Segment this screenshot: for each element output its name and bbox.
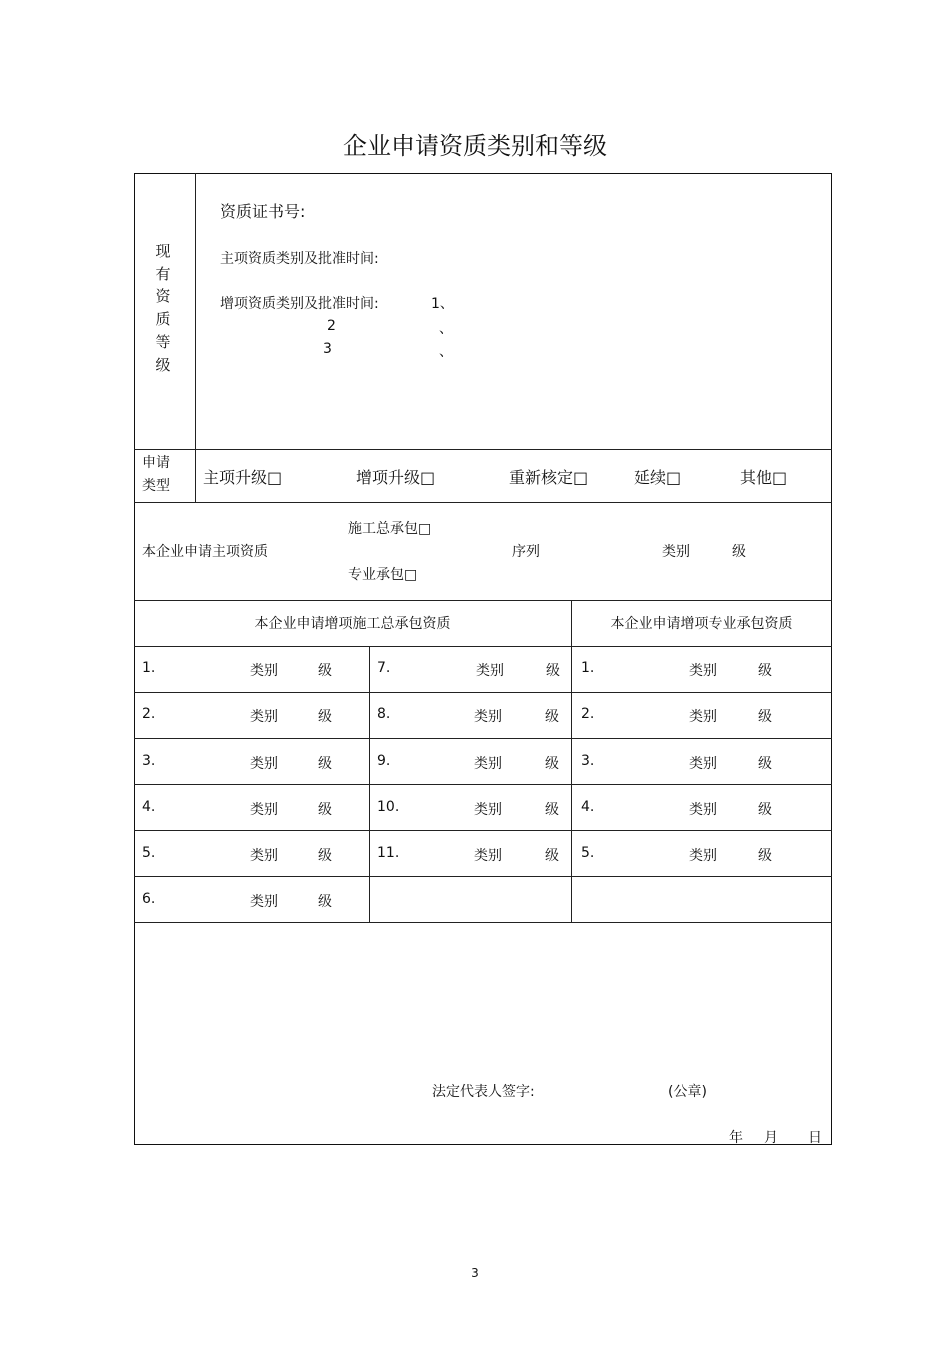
item-level: 级	[758, 663, 772, 679]
row-divider	[134, 646, 832, 647]
item-level: 级	[758, 756, 772, 772]
date-year: 年	[729, 1130, 743, 1146]
item-category: 类别	[250, 756, 278, 772]
item-category: 类别	[474, 802, 502, 818]
legal-rep-signature-label: 法定代表人签字:	[432, 1084, 535, 1100]
add-item-3-number: 3	[323, 341, 332, 357]
row-divider	[134, 738, 832, 739]
item-level: 级	[758, 802, 772, 818]
page-title: 企业申请资质类别和等级	[343, 132, 607, 160]
item-number: 5.	[581, 845, 595, 861]
item-category: 类别	[689, 663, 717, 679]
item-category: 类别	[689, 756, 717, 772]
item-level: 级	[545, 756, 559, 772]
main-qual-label: 本企业申请主项资质	[142, 544, 268, 560]
category-label: 类别	[662, 544, 690, 560]
item-number: 2.	[142, 706, 156, 722]
item-category: 类别	[250, 802, 278, 818]
item-number: 4.	[142, 799, 156, 815]
item-category: 类别	[689, 848, 717, 864]
row-divider	[134, 449, 832, 450]
header-general-contracting: 本企业申请增项施工总承包资质	[254, 616, 451, 632]
item-level: 级	[545, 848, 559, 864]
add-item-2-number: 2	[327, 318, 336, 334]
item-number: 1.	[142, 660, 156, 676]
side-char: 等	[155, 332, 171, 351]
level-label: 级	[732, 544, 746, 560]
item-level: 级	[758, 848, 772, 864]
item-level: 级	[546, 663, 560, 679]
option-other[interactable]: 其他□	[740, 468, 788, 487]
col-divider	[369, 646, 370, 922]
side-char: 有	[155, 264, 171, 283]
item-number: 3.	[581, 753, 595, 769]
item-level: 级	[318, 756, 332, 772]
date-month: 月	[764, 1130, 778, 1146]
col-divider	[195, 173, 196, 502]
item-level: 级	[545, 802, 559, 818]
item-level: 级	[318, 848, 332, 864]
side-char: 资	[155, 287, 171, 306]
item-number: 1.	[581, 660, 595, 676]
item-number: 11.	[377, 845, 400, 861]
option-specialty-contracting[interactable]: 专业承包□	[348, 567, 418, 583]
item-number: 9.	[377, 753, 391, 769]
add-item-3-mark: 、	[439, 344, 453, 360]
series-label: 序列	[512, 544, 540, 560]
row-divider	[134, 600, 832, 601]
col-divider	[571, 600, 572, 922]
table-border-left	[134, 173, 135, 1145]
header-specialty-contracting: 本企业申请增项专业承包资质	[610, 616, 793, 632]
add-item-1: 1、	[431, 296, 454, 312]
item-number: 6.	[142, 891, 156, 907]
item-category: 类别	[250, 894, 278, 910]
table-border-top	[134, 173, 832, 174]
item-number: 5.	[142, 845, 156, 861]
main-approval-label: 主项资质类别及批准时间:	[220, 251, 379, 267]
item-number: 7.	[377, 660, 391, 676]
current-qualification-side-label	[146, 240, 180, 376]
item-category: 类别	[474, 848, 502, 864]
item-number: 4.	[581, 799, 595, 815]
item-category: 类别	[689, 802, 717, 818]
add-approval-label: 增项资质类别及批准时间:	[220, 296, 379, 312]
option-reassess[interactable]: 重新核定□	[509, 468, 589, 487]
apply-type-label-line1: 申请	[142, 455, 170, 471]
row-divider	[134, 502, 832, 503]
item-category: 类别	[474, 756, 502, 772]
add-item-2-mark: 、	[439, 321, 453, 337]
official-seal-label: (公章)	[668, 1084, 707, 1100]
date-day: 日	[808, 1130, 822, 1146]
page-number: 3	[471, 1266, 479, 1280]
row-divider	[134, 922, 832, 923]
row-divider	[134, 784, 832, 785]
side-char: 现	[155, 242, 171, 260]
row-divider	[134, 876, 832, 877]
item-level: 级	[318, 894, 332, 910]
item-number: 2.	[581, 706, 595, 722]
item-category: 类别	[476, 663, 504, 679]
item-level: 级	[758, 709, 772, 725]
side-char: 级	[155, 355, 171, 374]
table-border-bottom	[134, 1144, 832, 1145]
item-number: 3.	[142, 753, 156, 769]
option-renew[interactable]: 延续□	[634, 468, 682, 487]
item-level: 级	[318, 802, 332, 818]
item-level: 级	[545, 709, 559, 725]
side-char: 质	[155, 310, 171, 329]
item-category: 类别	[474, 709, 502, 725]
option-add-upgrade[interactable]: 增项升级□	[356, 468, 436, 487]
row-divider	[134, 692, 832, 693]
item-number: 8.	[377, 706, 391, 722]
item-category: 类别	[250, 663, 278, 679]
item-level: 级	[318, 709, 332, 725]
item-category: 类别	[250, 848, 278, 864]
option-main-upgrade[interactable]: 主项升级□	[203, 468, 283, 487]
option-general-contracting[interactable]: 施工总承包□	[348, 521, 432, 537]
cert-no-label: 资质证书号:	[220, 202, 306, 221]
item-category: 类别	[689, 709, 717, 725]
apply-type-label-line2: 类型	[142, 478, 170, 494]
item-category: 类别	[250, 709, 278, 725]
table-border-right	[831, 173, 832, 1145]
item-number: 10.	[377, 799, 400, 815]
item-level: 级	[318, 663, 332, 679]
row-divider	[134, 830, 832, 831]
